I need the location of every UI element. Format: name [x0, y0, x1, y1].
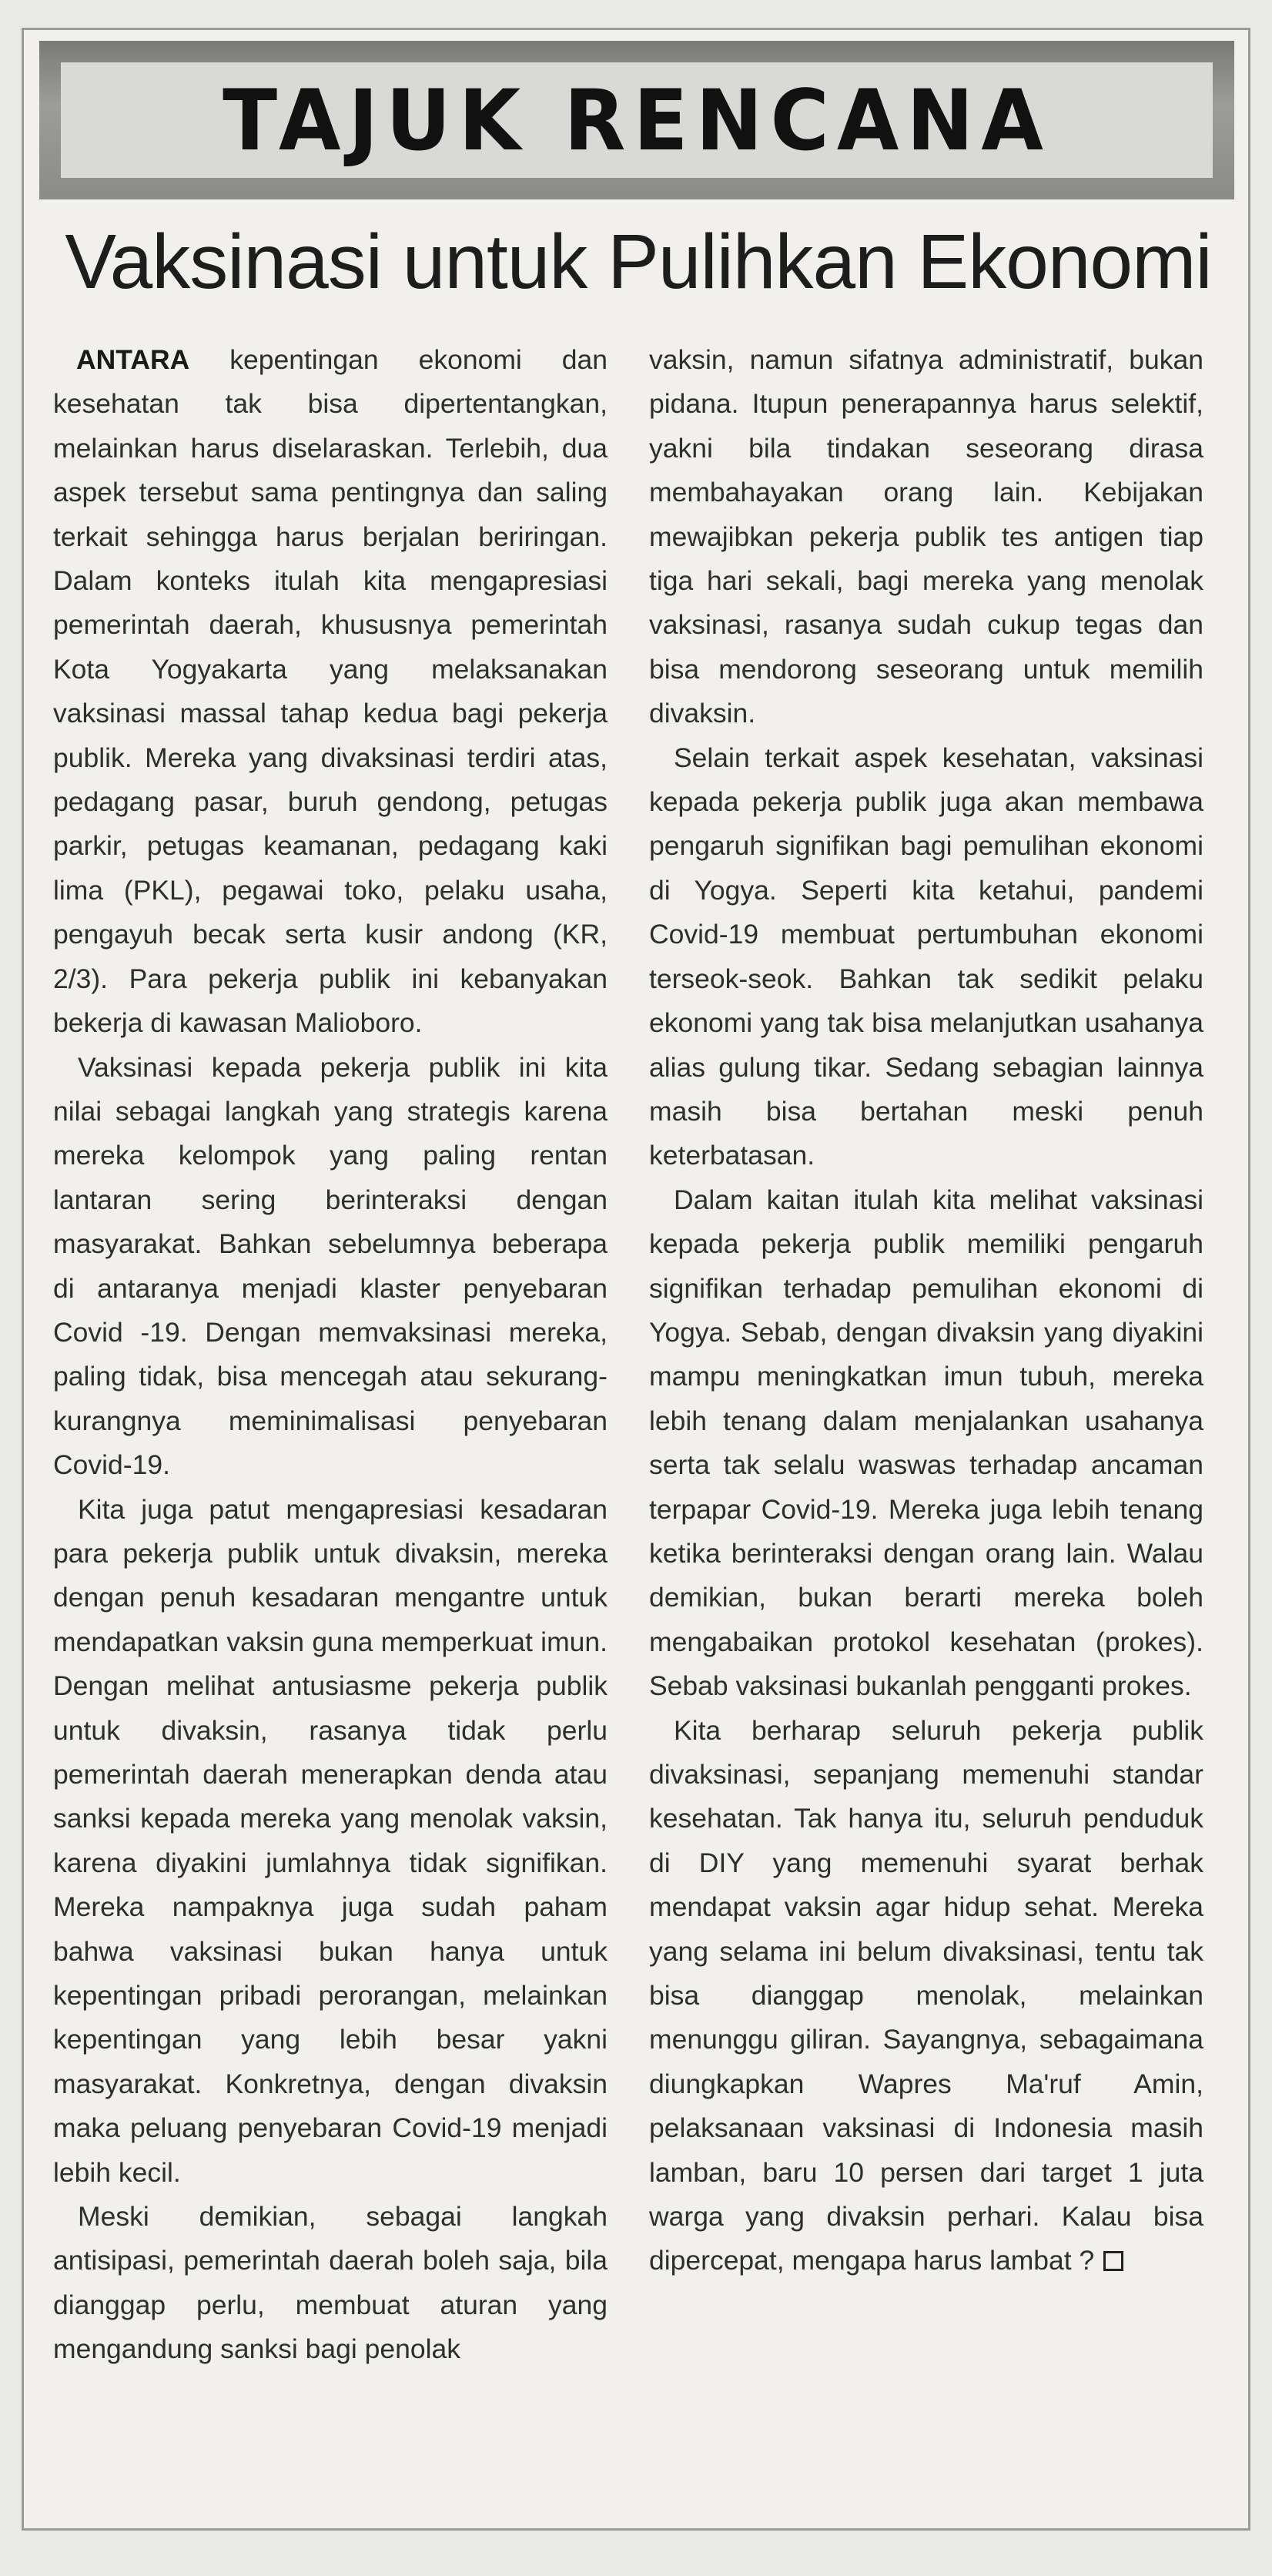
article-paragraph: Selain terkait aspek kesehatan, vaksinasi kepada pekerja publik juga akan membawa pengaruh signifikan bagi pemulihan ekonomi di Yogya. Seperti kita ketahui, pandemi Covid-19 membuat pertumbuhan ekonomi terseok-seok. Bahkan tak sedikit pelaku ekonomi yang tak bisa melanjutkan usahanya alias gulung tikar. Sedang sebagian lainnya masih bisa bertahan meski penuh keterbatasan. [649, 742, 1203, 1171]
section-banner [39, 41, 1234, 199]
paragraph-text: Kita berharap seluruh pekerja publik divaksinasi, sepanjang memenuhi standar kesehatan. Tak hanya itu, seluruh penduduk di DIY yang memenuhi syarat berhak mendapat vaksin agar hidup sehat. Mereka yang selama ini belum divaksinasi, tentu tak bisa dianggap menolak, melainkan menunggu giliran. Sayangnya, sebagaimana diungkapkan Wapres Ma'ruf Amin, pelaksanaan vaksinasi di Indonesia masih lamban, baru 10 persen dari target 1 juta warga yang divaksin perhari. Kalau bisa dipercepat, mengapa harus lambat ? [649, 1714, 1203, 2276]
article-paragraph [53, 338, 608, 1046]
article-paragraph: Kita juga patut mengapresiasi kesadaran para pekerja publik untuk divaksin, mereka dengan penuh kesadaran mengantre untuk mendapatkan vaksin guna memperkuat imun. Dengan melihat antusiasme pekerja publik untuk divaksin, rasanya tidak perlu pemerintah daerah menerapkan denda atau sanksi kepada mereka yang menolak vaksin, karena diyakini jumlahnya tidak signifikan. Mereka nampaknya juga sudah paham bahwa vaksinasi bukan hanya untuk kepentingan pribadi perorangan, melainkan kepentingan yang lebih besar yakni masyarakat. Konkretnya, dengan divaksin maka peluang penyebaran Covid-19 menjadi lebih kecil. [53, 1493, 608, 2188]
article-headline: Vaksinasi untuk Pulihkan Ekonomi [65, 219, 1212, 305]
article-paragraph: Dalam kaitan itulah kita melihat vaksinasi kepada pekerja publik memiliki pengaruh signifikan terhadap pemulihan ekonomi di Yogya. Sebab, dengan divaksin yang diyakini mampu meningkatkan imun tubuh, mereka lebih tenang dalam menjalankan usahanya serta tak selalu waswas terhadap ancaman terpapar Covid-19. Mereka juga lebih tenang ketika berinteraksi dengan orang lain. Walau demikian, bukan berarti mereka boleh mengabaikan protokol kesehatan (prokes). Sebab vaksinasi bukanlah pengganti prokes. [649, 1184, 1203, 1702]
paragraph-text: kepentingan ekonomi dan kesehatan tak bisa dipertentangkan, melainkan harus diselaraskan. Terlebih, dua aspek tersebut sama pentingnya dan saling terkait sehingga harus berjalan beriringan. Dalam konteks itulah kita mengapresiasi pemerintah daerah, khususnya pemerintah Kota Yogyakarta yang melaksanakan vaksinasi massal tahap kedua bagi pekerja publik. Mereka yang divaksinasi terdiri atas, pedagang pasar, buruh gendong, petugas parkir, petugas keamanan, pedagang kaki lima (PKL), pegawai toko, pelaku usaha, pengayuh becak serta kusir andong (KR, 2/3). Para pekerja publik ini kebanyakan bekerja di kawasan Malioboro. [53, 344, 608, 1039]
section-title: TAJUK RENCANA [223, 70, 1051, 170]
paragraph-text-start: Meski demikian, sebagai langkah antisipasi, pemerintah daerah boleh saja, bila dianggap perlu, membuat aturan yang mengandung sanksi bagi penolak [53, 2201, 608, 2365]
end-mark-icon [1103, 2251, 1123, 2271]
lead-word: ANTARA [76, 344, 190, 375]
article-paragraph [649, 1709, 1203, 2283]
newspaper-page [22, 28, 1250, 2531]
article-paragraph-continued [649, 338, 1203, 736]
section-banner-plate [61, 62, 1213, 178]
article-paragraph: Vaksinasi kepada pekerja publik ini kita nilai sebagai langkah yang strategis karena mereka kelompok yang paling rentan lantaran sering berinteraksi dengan masyarakat. Bahkan sebelumnya beberapa di antaranya menjadi klaster penyebaran Covid -19. Dengan memvaksinasi mereka, paling tidak, bisa mencegah atau sekurang-kurangnya meminimalisasi penyebaran Covid-19. [53, 1051, 608, 1481]
paragraph-text-continued: vaksin, namun sifatnya administratif, bukan pidana. Itupun penerapannya harus selektif, yakni bila tindakan seseorang dirasa membahayakan orang lain. Kebijakan mewajibkan pekerja publik tes antigen tiap tiga hari sekali, bagi mereka yang menolak vaksinasi, rasanya sudah cukup tegas dan bisa mendorong seseorang untuk memilih divaksin. [649, 344, 1203, 729]
article-paragraph [53, 2195, 608, 2372]
article-column-right [649, 338, 1203, 2283]
article-column-left [53, 338, 608, 2372]
